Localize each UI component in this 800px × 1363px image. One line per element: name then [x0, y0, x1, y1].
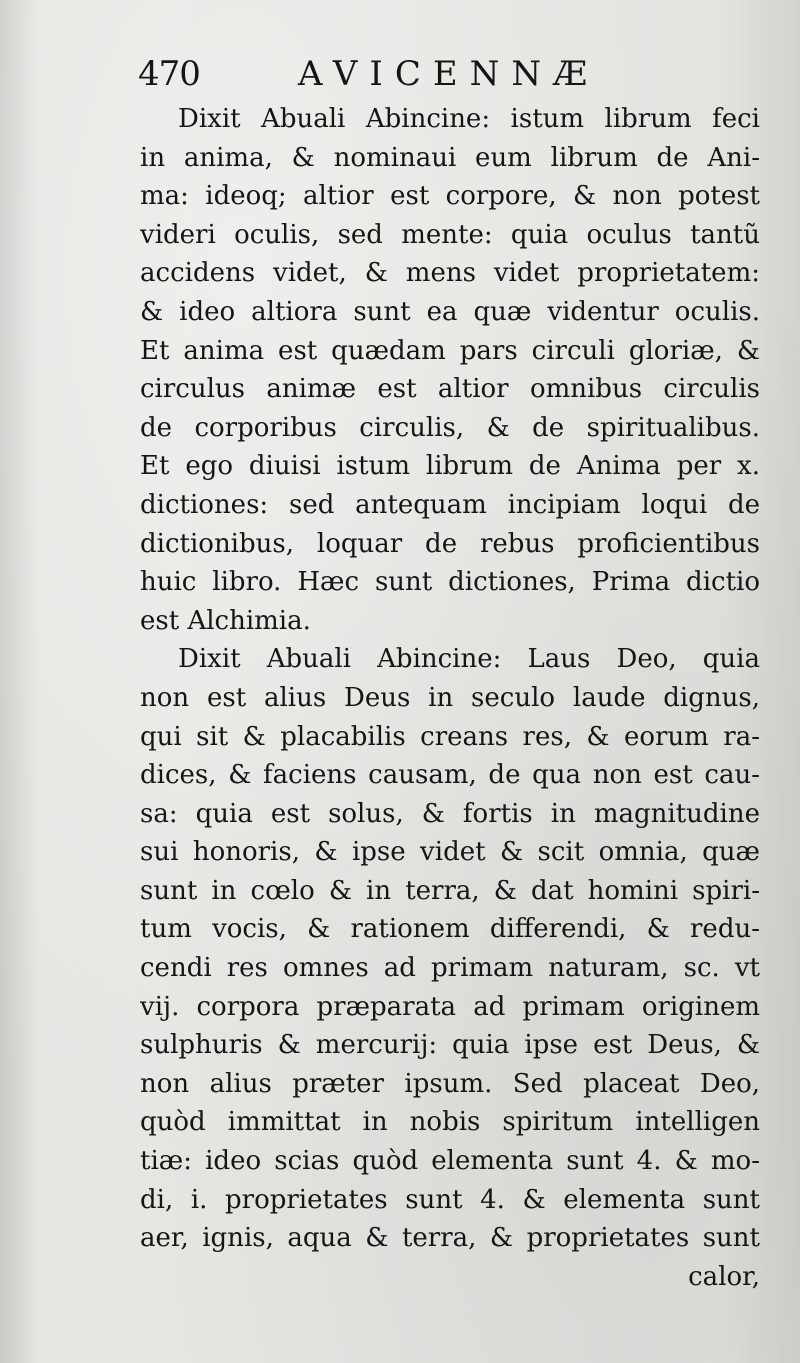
text-line: sulphuris & mercurij: quia ipse est Deus, &: [140, 1030, 760, 1061]
text-line: qui sit & placabilis creans res, & eorum ra-: [140, 721, 760, 752]
text-line: ma: ideoq; altior est corpore, & non potest: [140, 181, 760, 212]
text-line: quòd immittat in nobis spiritum intelligen: [140, 1107, 760, 1138]
text-line: Et anima est quædam pars circuli gloriæ, &: [140, 335, 760, 366]
text-line: de corporibus circulis, & de spiritualibus.: [140, 412, 760, 443]
text-line: Dixit Abuali Abincine: Laus Deo, quia: [178, 644, 760, 675]
text-line: videri oculis, sed mente: quia oculus tantũ: [140, 219, 760, 250]
text-line: & ideo altiora sunt ea quæ videntur oculis.: [140, 296, 760, 327]
text-line: dictiones: sed antequam incipiam loqui de: [140, 489, 760, 520]
text-line: non est alius Deus in seculo laude dignus,: [140, 682, 760, 713]
text-line: circulus animæ est altior omnibus circulis: [140, 374, 760, 405]
body-text: [140, 100, 760, 1296]
text-line: di, i. proprietates sunt 4. & elementa sunt: [140, 1184, 760, 1215]
text-line: vij. corpora præparata ad primam originem: [140, 991, 760, 1022]
text-line: aer, ignis, aqua & terra, & proprietates sunt: [140, 1223, 760, 1254]
text-line: tum vocis, & rationem differendi, & redu-: [140, 914, 760, 945]
page-number: 470: [138, 54, 200, 94]
text-line: dictionibus, loquar de rebus proficientibus: [140, 528, 760, 559]
text-line: huic libro. Hæc sunt dictiones, Prima dictio: [140, 567, 760, 598]
text-line: tiæ: ideo scias quòd elementa sunt 4. & mo-: [140, 1146, 760, 1177]
page-header: [138, 52, 758, 102]
text-line: Et ego diuisi istum librum de Anima per x.: [140, 451, 760, 482]
text-line: dices, & faciens causam, de qua non est cau-: [140, 760, 760, 791]
running-title: AVICENNÆ: [298, 54, 600, 94]
text-line: non alius præter ipsum. Sed placeat Deo,: [140, 1068, 760, 1099]
text-line: est Alchimia.: [140, 605, 311, 636]
text-line: in anima, & nominaui eum librum de Ani-: [140, 142, 760, 173]
text-line: Dixit Abuali Abincine: istum librum feci: [178, 104, 760, 134]
text-line: cendi res omnes ad primam naturam, sc. vt: [140, 953, 760, 984]
text-line: sa: quia est solus, & fortis in magnitudine: [140, 798, 760, 829]
catchword: calor,: [688, 1261, 760, 1292]
text-line: accidens videt, & mens videt proprietatem:: [140, 258, 760, 289]
text-line: sui honoris, & ipse videt & scit omnia, quæ: [140, 837, 760, 868]
text-line: sunt in cœlo & in terra, & dat homini spiri-: [140, 875, 760, 906]
